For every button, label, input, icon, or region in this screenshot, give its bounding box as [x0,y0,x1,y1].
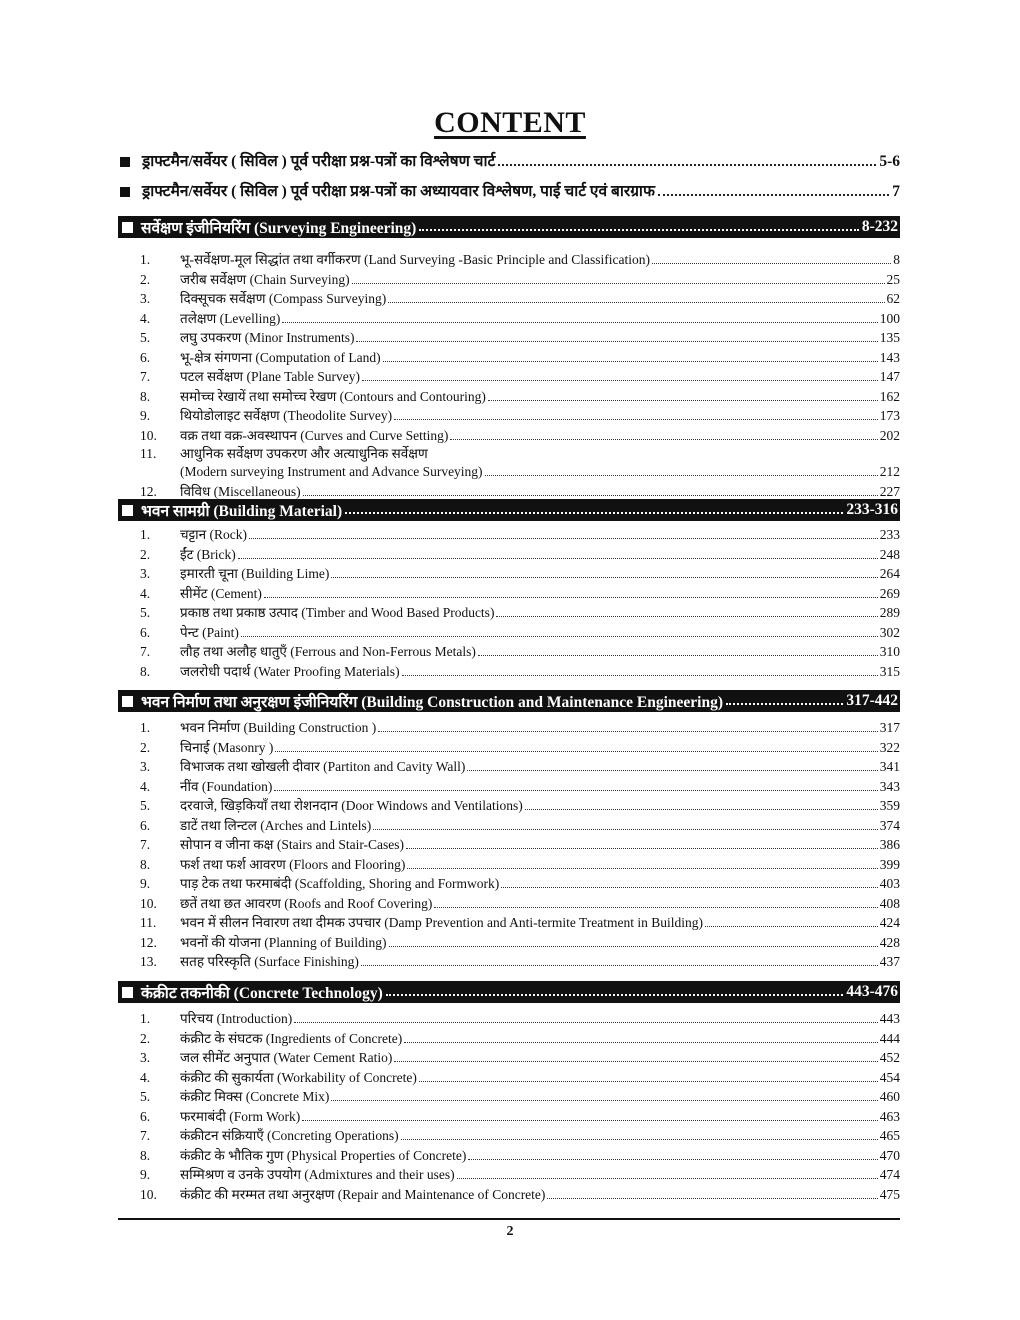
entry-page: 475 [879,1186,900,1202]
entry-number: 9. [140,876,151,891]
entry-page: 463 [879,1108,900,1124]
leader-dots [652,263,891,264]
toc-entry[interactable] [140,367,900,387]
entry-page: 143 [879,349,900,365]
entry-page: 408 [879,895,900,911]
entry-page: 25 [886,271,900,287]
entry-page: 264 [879,566,900,581]
entry-title: जलरोधी पदार्थ (Water Proofing Materials) [180,663,400,679]
leader-dots [419,221,859,231]
entry-page: 359 [879,798,900,813]
entry-title: आधुनिक सर्वेक्षण उपकरण और अत्याधुनिक सर्वेक्षण [180,446,428,461]
leader-dots [658,194,889,196]
entry-page: 403 [879,876,900,891]
square-bullet-icon [122,505,133,516]
toc-entry[interactable] [140,328,900,348]
leader-dots [241,636,878,637]
entry-page: 289 [879,605,900,620]
intro-text: ड्राफ्टमैन/सर्वेयर ( सिविल ) पूर्व परीक्षा प्रश्न-पत्रों का विश्लेषण चार्ट [142,153,496,170]
entry-title: छतें तथा छत आवरण (Roofs and Roof Covering) [180,895,433,911]
entry-page: 374 [879,817,900,833]
entry-number: 5. [140,330,151,345]
entry-page: 202 [879,427,900,443]
toc-entry[interactable] [140,894,900,914]
entry-number: 11. [140,915,157,930]
entry-number: 3. [140,1050,151,1065]
toc-entry[interactable] [140,525,900,545]
entry-title: नींव (Foundation) [180,778,273,794]
toc-entry[interactable] [140,1068,900,1088]
entry-number: 3. [140,291,151,306]
entry-title: फरमाबंदी (Form Work) [180,1108,301,1124]
toc-entry[interactable] [140,1126,900,1146]
toc-entry[interactable] [140,1087,900,1107]
entry-page: 444 [879,1030,900,1046]
entry-page: 443 [879,1011,900,1026]
leader-dots [488,400,878,401]
entry-number: 10. [140,895,157,911]
leader-dots [498,164,876,166]
leader-dots [407,868,877,869]
entry-title: थियोडोलाइट सर्वेक्षण (Theodolite Survey) [180,408,393,423]
toc-entry[interactable] [140,718,900,738]
entry-page: 227 [879,483,900,499]
toc-entry[interactable] [140,1009,900,1029]
entry-number: 4. [140,585,151,601]
section-title: भवन सामग्री (Building Material) [141,503,343,520]
entry-number: 9. [140,408,151,423]
toc-entry[interactable] [140,623,900,643]
toc-entry[interactable] [140,816,900,836]
section-header[interactable] [118,216,900,238]
leader-dots [547,1198,877,1199]
entry-page: 322 [879,739,900,755]
section-title: सर्वेक्षण इंजीनियरिंग (Surveying Engineering) [141,220,417,237]
entry-title: कंक्रीट के भौतिक गुण (Physical Properties of Concrete) [180,1147,467,1163]
section-pages: 443-476 [846,983,898,1000]
leader-dots [356,341,877,342]
toc-entry[interactable] [140,270,900,290]
entry-title: सतह परिस्कृति (Surface Finishing) [180,954,359,969]
toc-entry[interactable] [140,406,900,426]
entry-title: जल सीमेंट अनुपात (Water Cement Ratio) [180,1050,393,1065]
toc-entry[interactable] [140,777,900,797]
intro-line[interactable] [118,180,900,204]
leader-dots [264,597,878,598]
toc-entry[interactable] [140,1146,900,1166]
entry-title: इमारती चूना (Building Lime) [180,566,330,581]
leader-dots [419,1081,878,1082]
leader-dots [525,809,878,810]
toc-entry[interactable] [140,564,900,584]
entry-title-continued: (Modern surveying Instrument and Advance Surveying) [180,464,483,479]
entry-title: कंक्रीट के संघटक (Ingredients of Concrete) [180,1030,403,1046]
toc-entry[interactable] [140,874,900,894]
entry-number: 5. [140,798,151,813]
toc-entry[interactable] [140,642,900,662]
leader-dots [501,887,878,888]
entry-page: 470 [879,1147,900,1163]
entry-number: 1. [140,720,151,735]
entry-title: भवनों की योजना (Planning of Building) [180,934,387,950]
section-title: कंक्रीट तकनीकी (Concrete Technology) [141,985,383,1002]
section-header[interactable] [118,981,900,1003]
entry-title: कंक्रीट मिक्स (Concrete Mix) [180,1089,330,1104]
entry-page: 135 [879,330,900,345]
leader-dots [282,322,877,323]
entry-title: सोपान व जीना कक्ष (Stairs and Stair-Cases) [180,837,405,852]
entry-page: 269 [879,585,900,601]
entry-number: 2. [140,739,151,755]
entry-title: विभाजक तथा खोखली दीवार (Partiton and Cavity Wall) [180,759,466,774]
leader-dots [496,616,877,617]
entry-title: कंक्रीट की मरम्मत तथा अनुरक्षण (Repair and Maintenance of Concrete) [180,1186,546,1202]
entry-number: 8. [140,388,151,404]
entry-number: 3. [140,759,151,774]
toc-entry[interactable] [140,584,900,604]
entry-page: 315 [879,663,900,679]
intro-line[interactable] [118,150,900,174]
leader-dots [468,1159,877,1160]
toc-entry[interactable] [140,933,900,953]
entry-page: 424 [879,915,900,930]
entry-page: 62 [886,291,900,306]
toc-entry[interactable] [140,796,900,816]
entry-number: 13. [140,954,157,969]
entry-title: कंक्रीट की सुकार्यता (Workability of Concrete) [180,1069,417,1085]
intro-list [118,150,900,210]
entry-title: सम्मिश्रण व उनके उपयोग (Admixtures and their uses) [180,1167,455,1182]
entry-title: भू-क्षेत्र संगणना (Computation of Land) [180,349,381,365]
entry-number: 5. [140,605,151,620]
entry-page: 399 [879,856,900,872]
section-pages: 8-232 [861,218,898,235]
leader-dots [457,1178,878,1179]
page-title: CONTENT [434,106,586,139]
toc-entry[interactable] [140,913,900,933]
toc-entry[interactable] [140,757,900,777]
toc-entry[interactable] [140,952,900,972]
square-bullet-icon [122,987,133,998]
leader-dots [394,419,878,420]
entry-number: 8. [140,1147,151,1163]
entry-page: 173 [879,408,900,423]
page-number: 2 [506,1224,514,1239]
entry-page: 248 [879,546,900,562]
entry-title: प्रकाष्ठ तथा प्रकाष्ठ उत्पाद (Timber and Wood Based Products) [180,605,495,620]
toc-entry[interactable] [140,426,900,446]
entry-number: 12. [140,483,157,499]
entry-number: 4. [140,778,151,794]
leader-dots [373,829,877,830]
intro-page: 5-6 [879,153,900,170]
leader-dots [406,848,878,849]
leader-dots [331,577,877,578]
entry-page: 465 [879,1128,900,1143]
leader-dots [450,439,877,440]
entry-title: चट्टान (Rock) [180,527,248,542]
leader-dots [302,1120,877,1121]
leader-dots [394,1061,877,1062]
entry-number: 2. [140,1030,151,1046]
entry-page: 452 [879,1050,900,1065]
toc-entry[interactable] [140,1107,900,1127]
section-item-list [140,525,900,681]
entry-number: 7. [140,369,151,384]
entry-number: 10. [140,1186,157,1202]
entry-title: पाड़ टेक तथा फरमाबंदी (Scaffolding, Shoring and Formwork) [180,876,500,891]
section-header[interactable] [118,690,900,712]
section-header[interactable] [118,499,900,521]
toc-entry[interactable] [140,662,900,682]
entry-title: सीमेंट (Cement) [180,585,262,601]
leader-dots [345,504,843,514]
entry-title: ईंट (Brick) [180,546,236,562]
bullet-icon [120,187,130,197]
entry-page: 341 [879,759,900,774]
entry-title: भवन निर्माण (Building Construction ) [180,720,377,735]
entry-title: डाटें तथा लिन्टल (Arches and Lintels) [180,817,372,833]
entry-title: पटल सर्वेक्षण (Plane Table Survey) [180,369,360,384]
entry-number: 12. [140,934,157,950]
toc-entry[interactable] [140,387,900,407]
bullet-icon [120,157,130,167]
leader-dots [362,380,878,381]
toc-entry[interactable] [140,348,900,368]
entry-page: 343 [879,778,900,794]
leader-dots [401,1139,878,1140]
entry-page: 100 [879,310,900,326]
entry-title: कंक्रीटन संक्रियाएँ (Concreting Operations) [180,1128,399,1143]
leader-dots [275,751,877,752]
entry-number: 6. [140,349,151,365]
leader-dots [434,907,877,908]
entry-title: जरीब सर्वेक्षण (Chain Surveying) [180,271,350,287]
leader-dots [467,770,877,771]
toc-entry[interactable] [140,1048,900,1068]
entry-number: 1. [140,527,151,542]
leader-dots [386,986,844,996]
entry-number: 4. [140,1069,151,1085]
leader-dots [726,695,843,705]
square-bullet-icon [122,222,133,233]
entry-number: 9. [140,1167,151,1182]
entry-title: दिक्सूचक सर्वेक्षण (Compass Surveying) [180,291,387,306]
leader-dots [303,495,878,496]
leader-dots [331,1100,877,1101]
toc-entry[interactable] [140,545,900,565]
intro-page: 7 [892,183,900,200]
section-pages: 233-316 [846,501,898,518]
entry-number: 10. [140,427,157,443]
entry-page: 317 [879,720,900,735]
entry-number: 11. [140,446,157,461]
entry-number: 2. [140,546,151,562]
entry-title: भू-सर्वेक्षण-मूल सिद्धांत तथा वर्गीकरण (Land Surveying -Basic Principle and Classification) [180,252,651,267]
entry-page: 428 [879,934,900,950]
entry-page: 474 [879,1167,900,1182]
entry-number: 6. [140,624,151,640]
intro-text: ड्राफ्टमैन/सर्वेयर ( सिविल ) पूर्व परीक्षा प्रश्न-पत्रों का अध्यायवार विश्लेषण, पाई चार्ट एवं बारग्राफ [142,183,655,200]
toc-entry[interactable] [140,445,900,462]
toc-entry[interactable] [140,250,900,270]
entry-number: 7. [140,837,151,852]
entry-page: 454 [879,1069,900,1085]
entry-title: भवन में सीलन निवारण तथा दीमक उपचार (Damp Prevention and Anti-termite Treatment in Building) [180,915,704,930]
entry-number: 2. [140,271,151,287]
toc-entry[interactable] [140,309,900,329]
entry-number: 7. [140,644,151,659]
leader-dots [294,1022,878,1023]
leader-dots [274,790,877,791]
entry-title: तलेक्षण (Levelling) [180,310,281,326]
square-bullet-icon [122,696,133,707]
footer-rule [118,1218,900,1220]
entry-number: 3. [140,566,151,581]
entry-page: 162 [879,388,900,404]
entry-number: 8. [140,856,151,872]
entry-number: 1. [140,252,151,267]
leader-dots [352,283,885,284]
entry-title: विविध (Miscellaneous) [180,483,301,499]
toc-entry[interactable] [140,738,900,758]
entry-number: 1. [140,1011,151,1026]
entry-number: 6. [140,1108,151,1124]
leader-dots [402,675,878,676]
leader-dots [249,538,878,539]
leader-dots [485,475,878,476]
toc-entry[interactable] [140,835,900,855]
toc-entry[interactable] [140,603,900,623]
entry-page: 212 [879,464,900,479]
entry-number: 5. [140,1089,151,1104]
entry-title: वक्र तथा वक्र-अवस्थापन (Curves and Curve Setting) [180,427,449,443]
leader-dots [238,558,878,559]
entry-number: 6. [140,817,151,833]
entry-title: लौह तथा अलौह धातुएँ (Ferrous and Non-Ferrous Metals) [180,644,476,659]
toc-entry[interactable] [140,289,900,309]
leader-dots [705,926,878,927]
entry-page: 302 [879,624,900,640]
leader-dots [383,361,878,362]
toc-entry-continuation[interactable] [140,462,900,482]
section-item-list [140,250,900,501]
entry-page: 8 [893,252,900,267]
entry-title: लघु उपकरण (Minor Instruments) [180,330,355,345]
toc-entry[interactable] [140,1165,900,1185]
entry-title: फर्श तथा फर्श आवरण (Floors and Flooring) [180,856,406,872]
entry-title: चिनाई (Masonry ) [180,739,274,755]
entry-title: समोच्च रेखायें तथा समोच्च रेखण (Contours and Contouring) [180,388,486,404]
section-pages: 317-442 [846,692,898,709]
section-item-list [140,1009,900,1204]
toc-entry[interactable] [140,1029,900,1049]
toc-entry[interactable] [140,855,900,875]
entry-page: 386 [879,837,900,852]
entry-page: 460 [879,1089,900,1104]
leader-dots [378,731,877,732]
entry-number: 8. [140,663,151,679]
section-item-list [140,718,900,972]
leader-dots [389,946,878,947]
leader-dots [404,1042,878,1043]
leader-dots [361,965,878,966]
leader-dots [388,302,884,303]
leader-dots [478,655,878,656]
entry-title: पेन्ट (Paint) [180,624,239,640]
entry-page: 310 [879,644,900,659]
entry-title: दरवाजे, खिड़कियाँ तथा रोशनदान (Door Windows and Ventilations) [180,798,523,813]
toc-entry[interactable] [140,1185,900,1205]
entry-title: परिचय (Introduction) [180,1011,293,1026]
section-title: भवन निर्माण तथा अनुरक्षण इंजीनियरिंग (Building Construction and Maintenance Engineering) [141,694,723,711]
entry-page: 233 [879,527,900,542]
entry-number: 7. [140,1128,151,1143]
entry-page: 437 [879,954,900,969]
entry-number: 4. [140,310,151,326]
entry-page: 147 [879,369,900,384]
